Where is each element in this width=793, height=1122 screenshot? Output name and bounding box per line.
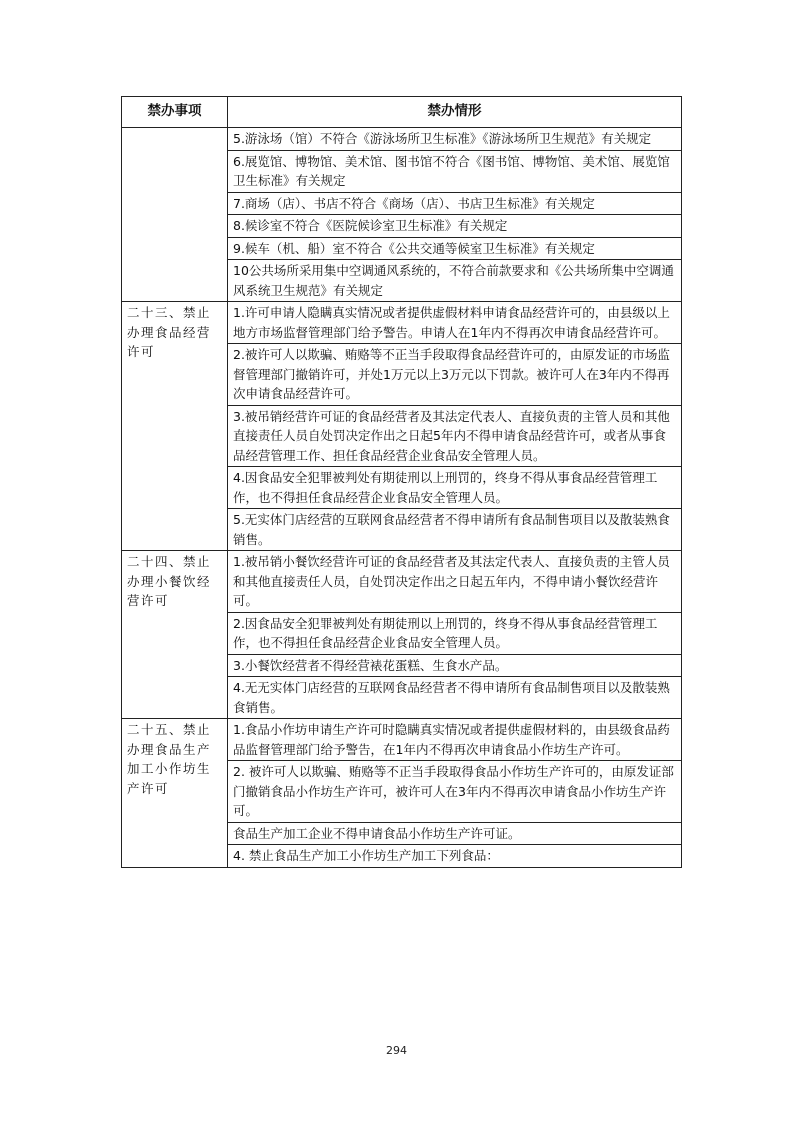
circumstance-cell: 2.被许可人以欺骗、贿赂等不正当手段取得食品经营许可的，由原发证的市场监督管理部门撤销许可，并处1万元以上3万元以下罚款。被许可人在3年内不得再次申请食品经营许可。 <box>228 344 682 406</box>
circumstance-cell: 2. 被许可人以欺骗、贿赂等不正当手段取得食品小作坊生产许可的，由原发证部门撤销食品小作坊生产许可，被许可人在3年内不得再次申请食品小作坊生产许可。 <box>228 761 682 823</box>
circumstance-cell: 5.游泳场（馆）不符合《游泳场所卫生标准》《游泳场所卫生规范》有关规定 <box>228 128 682 151</box>
circumstance-cell: 6.展览馆、博物馆、美术馆、图书馆不符合《图书馆、博物馆、美术馆、展览馆卫生标准》有关规定 <box>228 150 682 192</box>
table-row <box>122 302 682 344</box>
header-prohibited-circumstance: 禁办情形 <box>228 97 682 128</box>
category-cell: 二十三、禁止办理食品经营许可 <box>122 302 228 551</box>
category-cell <box>122 128 228 302</box>
circumstance-cell: 1.许可申请人隐瞒真实情况或者提供虚假材料申请食品经营许可的，由县级以上地方市场监督管理部门给予警告。申请人在1年内不得再次申请食品经营许可。 <box>228 302 682 344</box>
page-number: 294 <box>386 1044 407 1057</box>
category-cell: 二十五、禁止办理食品生产加工小作坊生产许可 <box>122 719 228 868</box>
table-row <box>122 128 682 151</box>
circumstance-cell: 3.被吊销经营许可证的食品经营者及其法定代表人、直接负责的主管人员和其他直接责任人员自处罚决定作出之日起5年内不得申请食品经营许可，或者从事食品经营管理工作、担任食品经营企业食品安全管理人员。 <box>228 405 682 467</box>
circumstance-cell: 8.候诊室不符合《医院候诊室卫生标准》有关规定 <box>228 215 682 238</box>
circumstance-cell: 5.无实体门店经营的互联网食品经营者不得申请所有食品制售项目以及散装熟食销售。 <box>228 509 682 551</box>
circumstance-cell: 10公共场所采用集中空调通风系统的，不符合前款要求和《公共场所集中空调通风系统卫生规范》有关规定 <box>228 260 682 302</box>
circumstance-cell: 7.商场（店）、书店不符合《商场（店）、书店卫生标准》有关规定 <box>228 192 682 215</box>
circumstance-cell: 4.无无实体门店经营的互联网食品经营者不得申请所有食品制售项目以及散装熟食销售。 <box>228 677 682 719</box>
circumstance-cell: 1.食品小作坊申请生产许可时隐瞒真实情况或者提供虚假材料的，由县级食品药品监督管理部门给予警告，在1年内不得再次申请食品小作坊生产许可。 <box>228 719 682 761</box>
category-cell: 二十四、禁止办理小餐饮经营许可 <box>122 551 228 719</box>
circumstance-cell: 2.因食品安全犯罪被判处有期徒刑以上刑罚的，终身不得从事食品经营管理工作，也不得担任食品经营企业食品安全管理人员。 <box>228 612 682 654</box>
circumstance-cell: 9.候车（机、船）室不符合《公共交通等候室卫生标准》有关规定 <box>228 237 682 260</box>
prohibition-table <box>121 96 682 868</box>
circumstance-cell: 食品生产加工企业不得申请食品小作坊生产许可证。 <box>228 822 682 845</box>
circumstance-cell: 3.小餐饮经营者不得经营裱花蛋糕、生食水产品。 <box>228 654 682 677</box>
circumstance-cell: 4. 禁止食品生产加工小作坊生产加工下列食品： <box>228 845 682 868</box>
circumstance-cell: 4.因食品安全犯罪被判处有期徒刑以上刑罚的，终身不得从事食品经营管理工作，也不得担任食品经营企业食品安全管理人员。 <box>228 467 682 509</box>
table-row <box>122 551 682 613</box>
table-row <box>122 719 682 761</box>
circumstance-cell: 1.被吊销小餐饮经营许可证的食品经营者及其法定代表人、直接负责的主管人员和其他直接责任人员，自处罚决定作出之日起五年内，不得申请小餐饮经营许可。 <box>228 551 682 613</box>
header-prohibited-item: 禁办事项 <box>122 97 228 128</box>
table-header-row <box>122 97 682 128</box>
